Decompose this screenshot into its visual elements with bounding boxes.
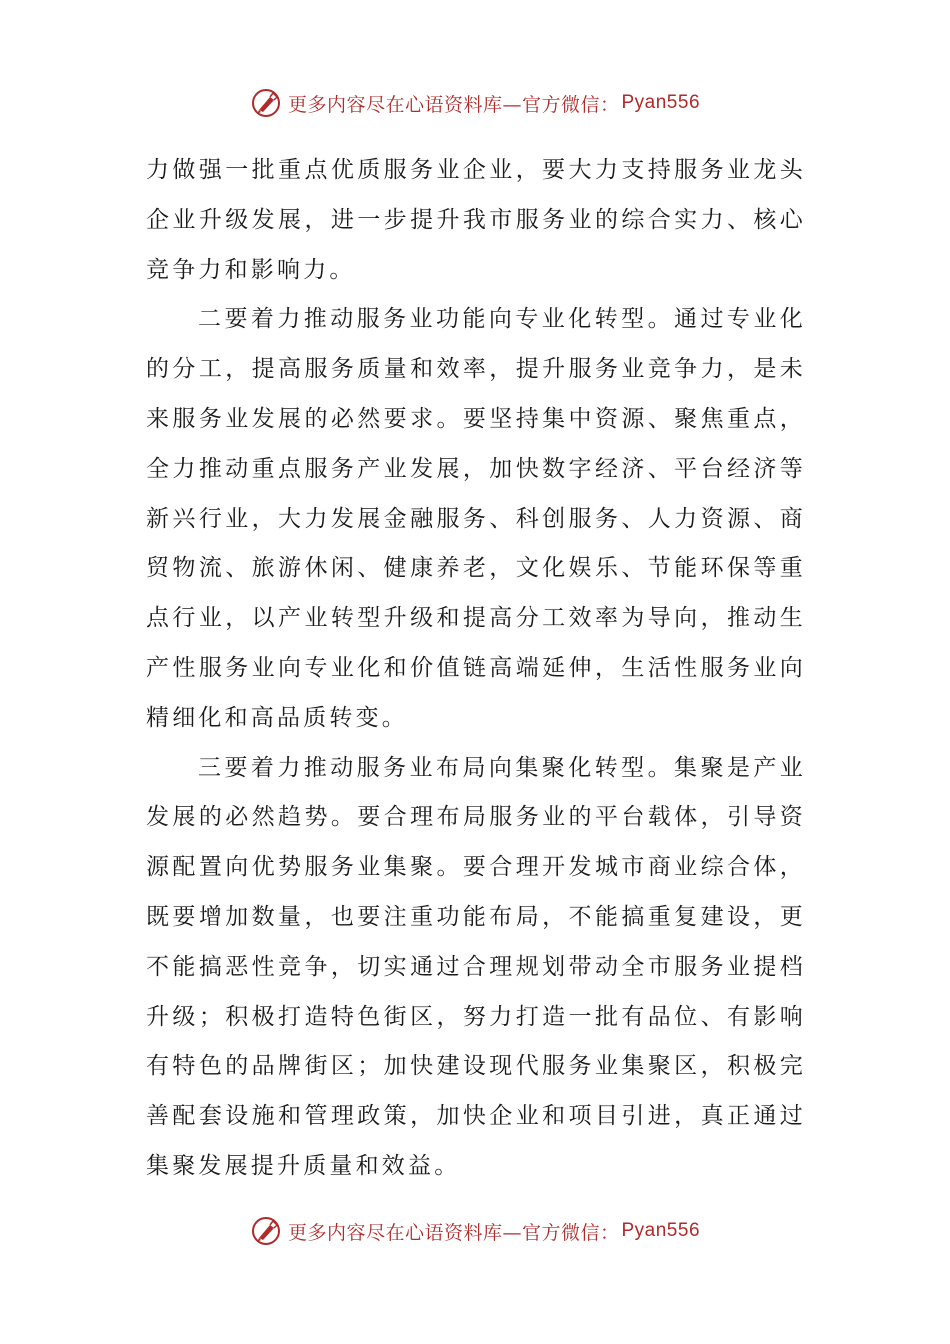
pen-nib-logo-icon (250, 1215, 282, 1247)
header-watermark (0, 85, 950, 121)
watermark-wechat-id: Pyan556 (621, 92, 701, 113)
paragraph-third-point: 三要着力推动服务业布局向集聚化转型。集聚是产业发展的必然趋势。要合理布局服务业的平台载体，引导资源配置向优势服务业集聚。要合理开发城市商业综合体，既要增加数量，也要注重功能布局，不能搞重复建设，更不能搞恶性竞争，切实通过合理规划带动全市服务业提档升级；积极打造特色街区，努力打造一批有品位、有影响有特色的品牌街区；加快建设现代服务业集聚区，积极完善配套设施和管理政策，加快企业和项目引进，真正通过集聚发展提升质量和效益。 (146, 754, 806, 1179)
pen-nib-logo-icon (250, 87, 282, 119)
paragraph-continuation: 力做强一批重点优质服务业企业，要大力支持服务业龙头企业升级发展，进一步提升我市服务业的综合实力、核心竞争力和影响力。 (146, 157, 806, 283)
watermark-wechat-id: Pyan556 (621, 1220, 701, 1241)
document-body (146, 146, 806, 1192)
footer-watermark (0, 1213, 950, 1249)
watermark-text: 更多内容尽在心语资料库—官方微信： (287, 93, 620, 116)
paragraph-second-point: 二要着力推动服务业功能向专业化转型。通过专业化的分工，提高服务质量和效率，提升服务业竞争力，是未来服务业发展的必然要求。要坚持集中资源、聚焦重点，全力推动重点服务产业发展，加快数字经济、平台经济等新兴行业，大力发展金融服务、科创服务、人力资源、商贸物流、旅游休闲、健康养老，文化娱乐、节能环保等重点行业，以产业转型升级和提高分工效率为导向，推动生产性服务业向专业化和价值链高端延伸，生活性服务业向精细化和高品质转变。 (146, 306, 806, 731)
watermark-text: 更多内容尽在心语资料库—官方微信： (287, 1221, 620, 1244)
